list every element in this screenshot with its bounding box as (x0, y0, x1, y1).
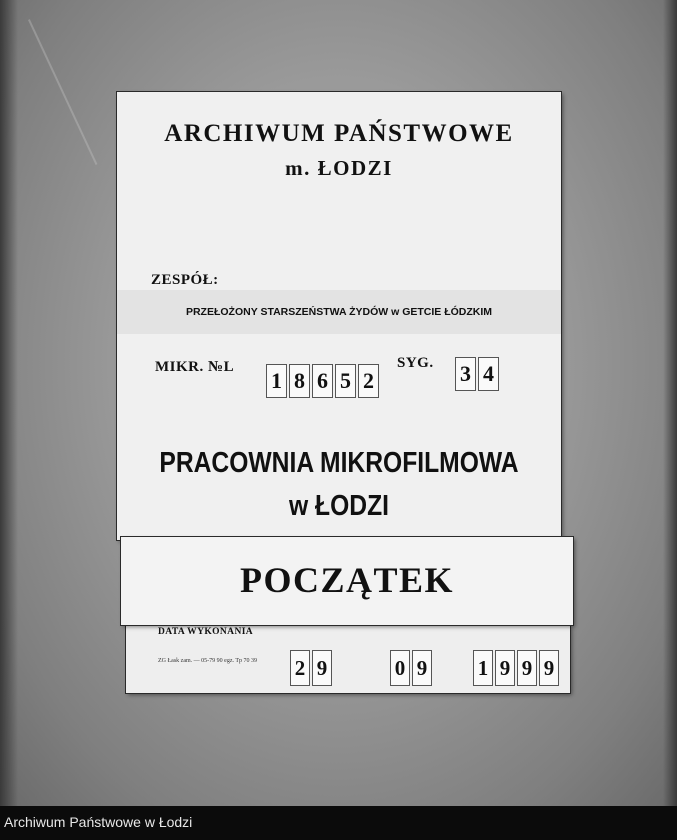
fonds-value: PRZEŁOŻONY STARSZEŃSTWA ŻYDÓW w GETCIE ŁÓDZKIM (185, 306, 493, 318)
date-digit: 9 (312, 650, 332, 686)
date-digit: 1 (473, 650, 493, 686)
film-edge-right (663, 0, 677, 806)
date-month (390, 650, 432, 686)
microfilm-digit: 1 (266, 364, 287, 398)
signature-number (455, 357, 499, 391)
signature-digit: 4 (478, 357, 499, 391)
film-scratch (28, 19, 97, 165)
archive-city: m. ŁODZI (285, 156, 393, 180)
footer-bar (0, 806, 677, 840)
film-edge-left (0, 0, 18, 806)
studio-city: w ŁODZI (289, 490, 389, 522)
date-day (290, 650, 332, 686)
footer-caption: Archiwum Państwowe w Łodzi (4, 814, 193, 830)
studio-name: PRACOWNIA MIKROFILMOWA (159, 447, 519, 479)
date-digit: 2 (290, 650, 310, 686)
signature-digit: 3 (455, 357, 476, 391)
microfilm-digit: 6 (312, 364, 333, 398)
microfilm-number-label: MIKR. №L (155, 359, 235, 375)
microfilm-digit: 5 (335, 364, 356, 398)
fonds-label: ZESPÓŁ: (151, 272, 219, 288)
microfilm-digit: 2 (358, 364, 379, 398)
signature-label: SYG. (397, 355, 434, 371)
date-digit: 9 (539, 650, 559, 686)
microfilm-number (266, 364, 379, 398)
date-digit: 0 (390, 650, 410, 686)
date-digit: 9 (495, 650, 515, 686)
start-label: POCZĄTEK (239, 560, 455, 600)
date-year (473, 650, 559, 686)
microfilm-digit: 8 (289, 364, 310, 398)
date-digit: 9 (517, 650, 537, 686)
start-band (121, 537, 573, 625)
date-digit: 9 (412, 650, 432, 686)
archive-title: ARCHIWUM PAŃSTWOWE (164, 120, 514, 147)
print-note: ZG Łask zam. — 05-79 90 egz. Tp 70 39 (158, 658, 258, 664)
archive-target-card (117, 92, 561, 540)
date-label: DATA WYKONANIA (158, 627, 254, 637)
